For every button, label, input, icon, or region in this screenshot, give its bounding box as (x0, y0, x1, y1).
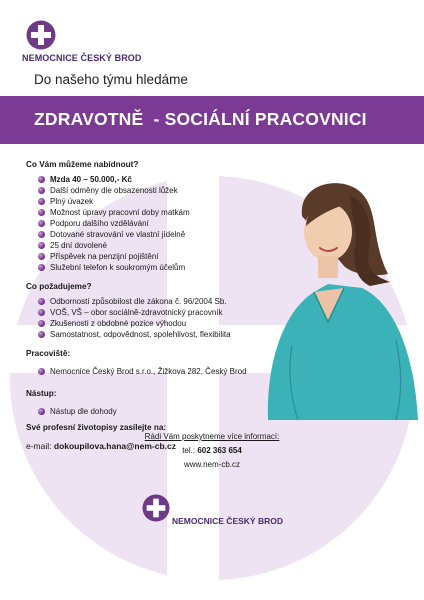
phone-line (0, 446, 424, 455)
bullet-icon (38, 298, 45, 305)
list-item: Další odměny dle obsazenosti lůžek (38, 185, 276, 196)
hospital-name: NEMOCNICE ČESKÝ BROD (22, 53, 142, 63)
page-title: ZDRAVOTNĚ - SOCIÁLNÍ PRACOVNICI (34, 109, 367, 129)
website-link[interactable]: www.nem-cb.cz (183, 460, 240, 469)
list-item: Plný úvazek (38, 196, 276, 207)
apply-heading: Své profesní životopisy zasílejte na: (26, 423, 167, 432)
bullet-icon (38, 253, 45, 260)
bullet-icon (38, 408, 45, 415)
bullet-icon (38, 176, 45, 183)
list-item: Odborností způsobilost dle zákona č. 96/2004 Sb. (38, 296, 276, 307)
workplace-heading: Pracoviště: (26, 349, 71, 358)
bullet-icon (38, 264, 45, 271)
footer-info-text: Rádi Vám poskytneme více informací: (144, 432, 280, 441)
bullet-icon (38, 242, 45, 249)
list-item: Nástup dle dohody (38, 406, 276, 417)
workplace-list (26, 366, 276, 377)
email-link[interactable]: dokoupilova.hana@nem-cb.cz (53, 441, 176, 451)
hospital-cross-logo-icon (142, 494, 170, 522)
nurse-photo (264, 170, 424, 420)
bullet-icon (38, 198, 45, 205)
list-item: Zkušenosti z obdobné pozice výhodou (38, 318, 276, 329)
phone-label: tel.: (182, 446, 198, 455)
page-subtitle: Do našeho týmu hledáme (34, 72, 188, 87)
bullet-icon (38, 187, 45, 194)
bullet-icon (38, 220, 45, 227)
list-item: Podporu dalšího vzdělávání (38, 218, 276, 229)
bullet-icon (38, 231, 45, 238)
list-item: Nemocnice Český Brod s.r.o., Žižkova 282, Český Brod (38, 366, 276, 377)
bullet-icon (38, 331, 45, 338)
bullet-icon (38, 320, 45, 327)
title-banner (0, 96, 424, 144)
start-list (26, 406, 276, 417)
bullet-icon (38, 309, 45, 316)
offer-list (26, 174, 276, 273)
list-item: VOŠ, VŠ – obor sociálně-zdravotnický pracovník (38, 307, 276, 318)
bullet-icon (38, 209, 45, 216)
list-item: Samostatnost, odpovědnost, spolehlivost, flexibilita (38, 329, 276, 340)
list-item: Příspěvek na penzijní pojištění (38, 251, 276, 262)
list-item: Možnost úpravy pracovní doby matkám (38, 207, 276, 218)
bullet-icon (38, 368, 45, 375)
start-heading: Nástup: (26, 389, 57, 398)
list-item: 25 dní dovolené (38, 240, 276, 251)
offer-heading: Co Vám můžeme nabídnout? (26, 160, 139, 169)
requirements-heading: Co požadujeme? (26, 282, 92, 291)
list-item: Služební telefon k soukromým účelům (38, 262, 276, 273)
hospital-cross-logo-icon (26, 20, 56, 50)
list-item: Mzda 40 – 50.000,- Kč (38, 174, 276, 185)
hospital-name-footer: NEMOCNICE ČESKÝ BROD (172, 516, 283, 526)
requirements-list (26, 296, 276, 340)
email-label: e-mail: (26, 441, 54, 451)
phone-number[interactable]: 602 363 654 (197, 446, 242, 455)
list-item: Dotované stravování ve vlastní jídelně (38, 229, 276, 240)
job-details (26, 160, 276, 451)
